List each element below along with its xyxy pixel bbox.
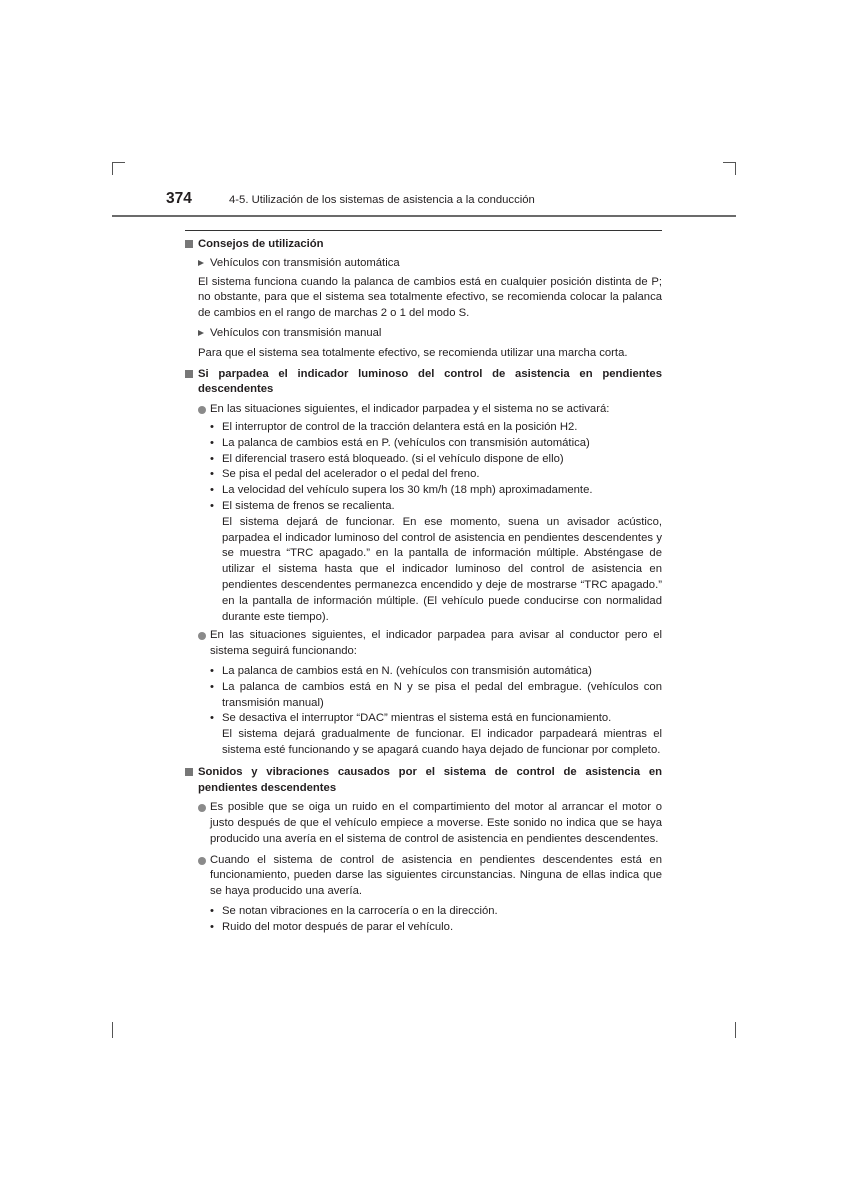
list-item-continuation: El sistema dejará gradualmente de funcionar. El indicador parpadeará mientras el sistema esté funcionando y se apagará cuando haya dejado de funcionar por completo.	[222, 728, 662, 756]
list-item-text: El interruptor de control de la tracción delantera está en la posición H2.	[222, 420, 578, 433]
paragraph-automatic: El sistema funciona cuando la palanca de cambios está en cualquier posición distinta de P; no obstante, para que el sistema sea totalmente efectivo, se recomienda colocar la palanca de cambios en el rango de marchas 2 o 1 del modo S.	[198, 275, 662, 320]
section-heading-indicator-blink	[185, 367, 662, 399]
point-text: Cuando el sistema de control de asistencia en pendientes descendentes está en funcionamiento, pueden darse las siguientes circunstancias. Ninguna de ellas indica que se haya producido una avería.	[210, 853, 662, 898]
circle-point	[185, 853, 662, 900]
list-item-text: La palanca de cambios está en N. (vehículos con transmisión automática)	[222, 664, 592, 677]
circle-bullet-icon	[198, 406, 206, 414]
crop-mark-top-left-h	[112, 162, 125, 163]
section-heading-usage-tips	[185, 237, 662, 253]
list-item: • La velocidad del vehículo supera los 30 km/h (18 mph) aproximadamente.	[210, 484, 593, 497]
circle-bullet-icon	[198, 857, 206, 865]
list-item-text: Ruido del motor después de parar el vehículo.	[222, 920, 454, 933]
page-header	[112, 186, 736, 218]
bullet-list	[185, 904, 662, 936]
triangle-right-icon	[198, 330, 204, 336]
section-title: Consejos de utilización	[198, 238, 324, 250]
square-bullet-icon	[185, 240, 193, 248]
list-item: • Se notan vibraciones en la carrocería o en la dirección.	[210, 905, 498, 918]
crop-mark-top-right-v	[735, 162, 736, 175]
crop-mark-top-left-v	[112, 162, 113, 175]
list-item-text: Se notan vibraciones en la carrocería o en la dirección.	[222, 905, 498, 918]
square-bullet-icon	[185, 370, 193, 378]
list-item: • El diferencial trasero está bloqueado. (si el vehículo dispone de ello)	[210, 452, 564, 465]
section-heading-sounds-vibrations	[185, 765, 662, 797]
list-item: • La palanca de cambios está en N y se pisa el pedal del embrague. (vehículos con transmisión manual)	[210, 680, 662, 709]
subheading-automatic	[185, 256, 662, 272]
list-item-text: Se pisa el pedal del acelerador o el pedal del freno.	[222, 468, 480, 481]
point-text: En las situaciones siguientes, el indicador parpadea y el sistema no se activará:	[210, 403, 610, 416]
point-text: En las situaciones siguientes, el indicador parpadea para avisar al conductor pero el sistema seguirá funcionando:	[210, 629, 662, 658]
subheading-text: Vehículos con transmisión manual	[210, 326, 382, 339]
list-item: • La palanca de cambios está en N. (vehículos con transmisión automática)	[210, 664, 592, 677]
content-rule	[185, 230, 662, 231]
list-item-text: La velocidad del vehículo supera los 30 km/h (18 mph) aproximadamente.	[222, 484, 593, 497]
list-item: • Ruido del motor después de parar el vehículo.	[210, 920, 454, 933]
list-item-text: Se desactiva el interruptor “DAC” mientras el sistema está en funcionamiento.	[222, 712, 612, 725]
chapter-title: 4-5. Utilización de los sistemas de asistencia a la conducción	[229, 194, 535, 206]
circle-point	[185, 800, 662, 847]
list-item-text: La palanca de cambios está en P. (vehículos con transmisión automática)	[222, 436, 590, 449]
square-bullet-icon	[185, 768, 193, 776]
subheading-text: Vehículos con transmisión automática	[210, 256, 400, 269]
circle-point	[185, 402, 662, 418]
bullet-list	[185, 420, 662, 625]
list-item: • La palanca de cambios está en P. (vehículos con transmisión automática)	[210, 436, 590, 449]
list-item-text: El diferencial trasero está bloqueado. (si el vehículo dispone de ello)	[222, 452, 564, 465]
circle-point	[185, 628, 662, 660]
list-item: • El sistema de frenos se recalienta.	[210, 499, 395, 512]
section-title: Sonidos y vibraciones causados por el sistema de control de asistencia en pendientes descendentes	[198, 765, 662, 794]
crop-mark-bottom-right	[735, 1022, 736, 1038]
list-item: • El interruptor de control de la tracción delantera está en la posición H2.	[210, 420, 578, 433]
list-item-text: La palanca de cambios está en N y se pisa el pedal del embrague. (vehículos con transmisión manual)	[222, 680, 662, 709]
list-item-text: El sistema de frenos se recalienta.	[222, 499, 395, 512]
list-item: • Se desactiva el interruptor “DAC” mientras el sistema está en funcionamiento.	[210, 712, 612, 725]
crop-mark-bottom-left	[112, 1022, 113, 1038]
list-item: • Se pisa el pedal del acelerador o el pedal del freno.	[210, 468, 480, 481]
subheading-manual	[185, 326, 662, 342]
triangle-right-icon	[198, 260, 204, 266]
list-item-continuation: El sistema dejará de funcionar. En ese momento, suena un avisador acústico, parpadea el indicador luminoso del control de asistencia en pendientes descendentes y se muestra “TRC apagado.” en la pantalla de información múltiple. Absténgase de utilizar el sistema hasta que el indicador luminoso del control de asistencia en pendientes descendentes permanezca encendido y deje de mostrarse “TRC apagado.” en la pantalla de información múltiple. (El vehículo puede conducirse con normalidad durante este tiempo).	[222, 515, 662, 623]
circle-bullet-icon	[198, 632, 206, 640]
circle-bullet-icon	[198, 804, 206, 812]
header-rule	[112, 215, 736, 217]
section-title: Si parpadea el indicador luminoso del control de asistencia en pendientes descendentes	[198, 367, 662, 396]
page-number: 374	[166, 190, 192, 207]
bullet-list	[185, 664, 662, 759]
point-text: Es posible que se oiga un ruido en el compartimiento del motor al arrancar el motor o justo después de que el vehículo empiece a moverse. Este sonido no indica que se haya producido una avería en el sistema de control de asistencia en pendientes descendentes.	[210, 801, 662, 845]
page-content	[185, 237, 662, 936]
paragraph-manual: Para que el sistema sea totalmente efectivo, se recomienda utilizar una marcha corta.	[198, 346, 628, 359]
